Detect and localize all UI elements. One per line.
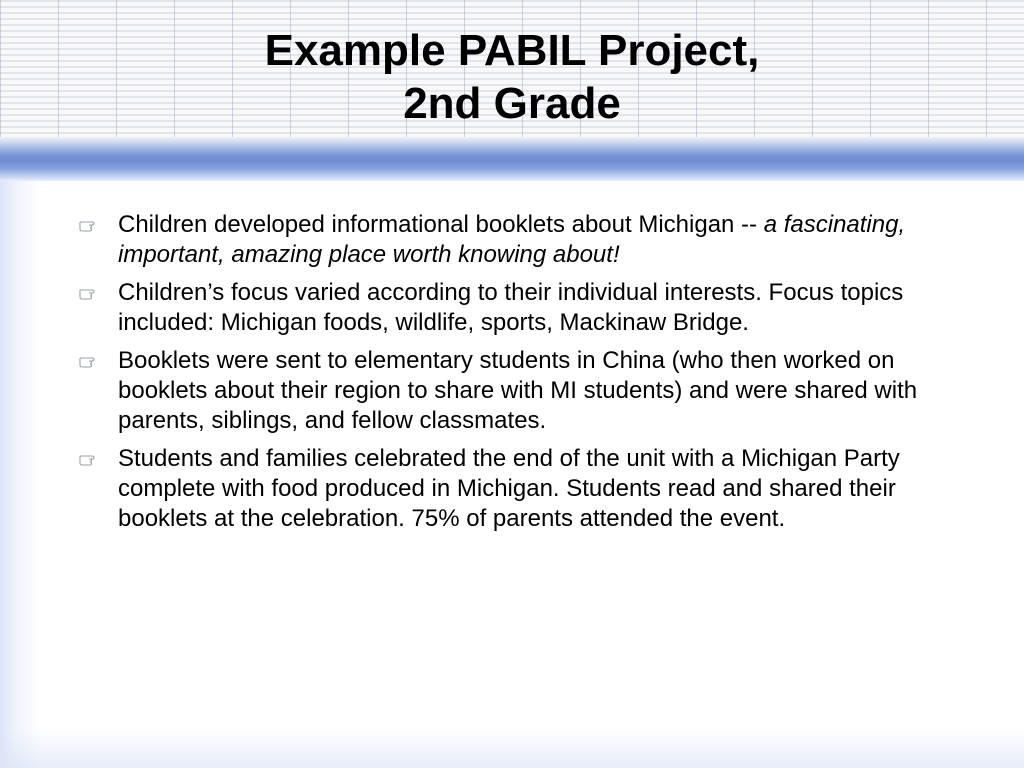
- bullet-item: [78, 346, 938, 436]
- bullet-text: Students and families celebrated the end of the unit with a Michigan Party complete with food produced in Michigan. Students read and shared their booklets at the celebration. 75% of parents attended the event.: [118, 445, 900, 532]
- bottom-edge-gradient: [0, 728, 1024, 768]
- bullet-text-italic: a fascinating, important, amazing place worth knowing about!: [118, 211, 906, 268]
- pointing-hand-icon: [78, 349, 102, 373]
- bullet-item: [78, 444, 938, 534]
- pointing-hand-icon: [78, 447, 102, 471]
- left-edge-gradient: [0, 181, 40, 768]
- pointing-hand-icon: [78, 281, 102, 305]
- bullet-item: [78, 278, 938, 338]
- pointing-hand-icon: [78, 213, 102, 237]
- slide-title: [0, 24, 1024, 130]
- bullet-item: [78, 210, 938, 270]
- title-line-2: 2nd Grade: [403, 79, 621, 128]
- title-line-1: Example PABIL Project,: [264, 26, 760, 75]
- bullet-text: Booklets were sent to elementary students in China (who then worked on booklets about their region to share with MI students) and were shared with parents, siblings, and fellow classmates.: [118, 347, 918, 434]
- accent-bar: [0, 137, 1024, 181]
- bullet-text: Children developed informational booklets about Michigan --: [118, 211, 764, 238]
- bullet-text: Children’s focus varied according to their individual interests. Focus topics included: Michigan foods, wildlife, sports, Mackinaw Bridge.: [118, 279, 904, 336]
- bullet-list: [78, 210, 938, 542]
